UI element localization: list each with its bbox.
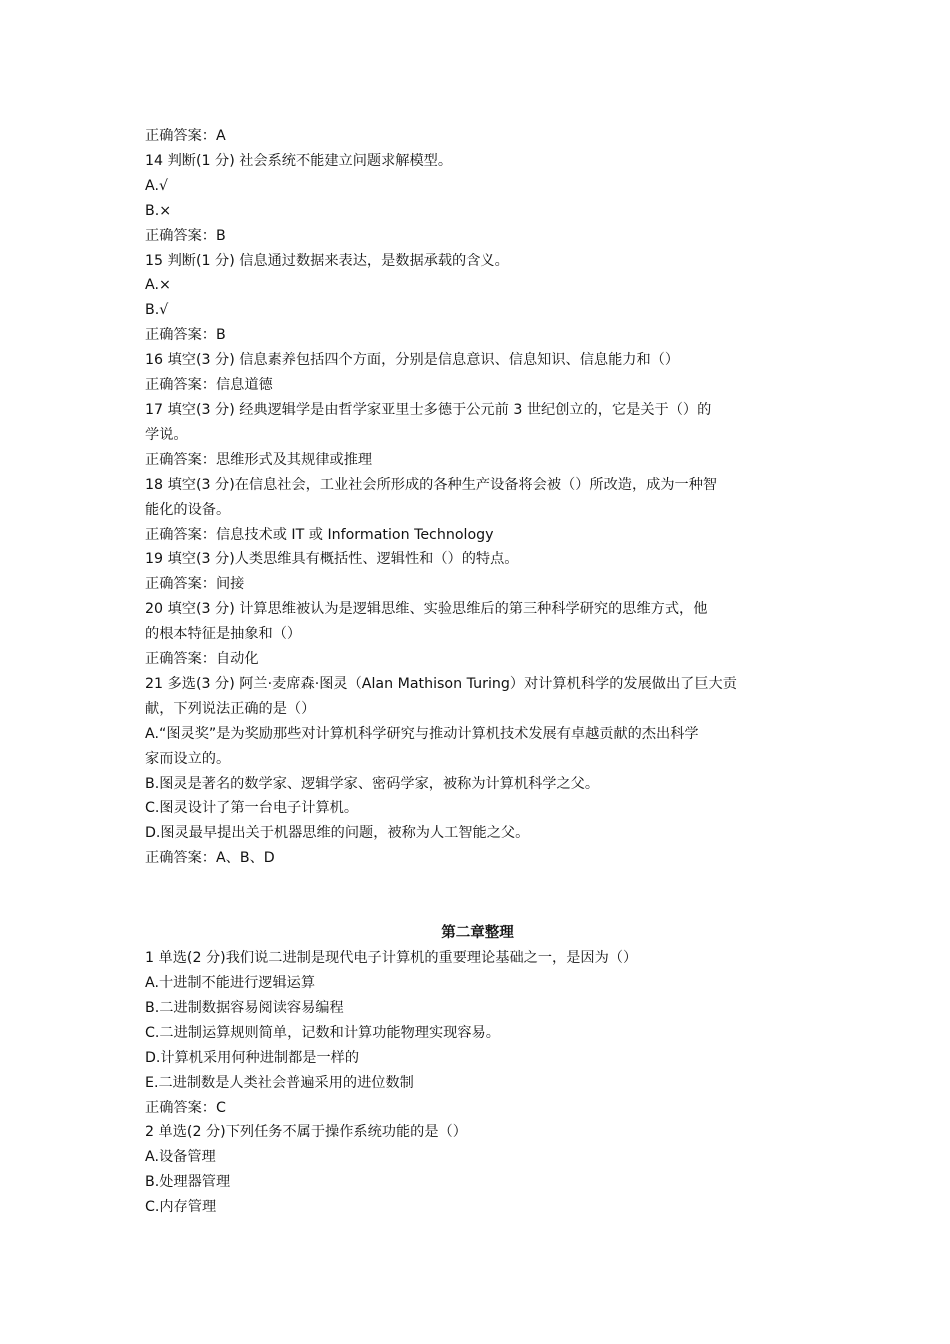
- question-15: 15 判断(1 分) 信息通过数据来表达，是数据承载的含义。: [145, 252, 509, 269]
- option-q21-d: D.图灵最早提出关于机器思维的问题，被称为人工智能之父。: [145, 825, 530, 842]
- option-q14-a: A.√: [145, 177, 169, 194]
- answer-line-q21: 正确答案：A、B、D: [145, 850, 275, 867]
- question-20-line-1: 20 填空(3 分) 计算思维被认为是逻辑思维、实验思维后的第三种科学研究的思维方式，他: [145, 601, 708, 618]
- question-18-line-2: 能化的设备。: [145, 501, 231, 518]
- ch2-option-q1-d: D.计算机采用何种进制都是一样的: [145, 1049, 360, 1066]
- option-q15-b: B.√: [145, 302, 169, 319]
- ch2-option-q2-c: C.内存管理: [145, 1199, 217, 1216]
- option-q14-b: B.×: [145, 202, 172, 219]
- answer-line-q19: 正确答案：间接: [145, 576, 245, 593]
- ch2-option-q1-b: B.二进制数据容易阅读容易编程: [145, 999, 344, 1016]
- ch2-answer-line-q1: 正确答案：C: [145, 1099, 226, 1116]
- document-body: [145, 124, 810, 1220]
- question-17-line-2: 学说。: [145, 426, 188, 443]
- answer-line-q15: 正确答案：B: [145, 327, 226, 344]
- ch2-option-q2-b: B.处理器管理: [145, 1174, 231, 1191]
- question-14: 14 判断(1 分) 社会系统不能建立问题求解模型。: [145, 152, 453, 169]
- answer-line-q18: 正确答案：信息技术或 IT 或 Information Technology: [145, 526, 494, 543]
- section-spacer: [145, 871, 810, 921]
- ch2-question-2: 2 单选(2 分)下列任务不属于操作系统功能的是（）: [145, 1124, 467, 1141]
- ch2-option-q1-c: C.二进制运算规则简单，记数和计算功能物理实现容易。: [145, 1024, 500, 1041]
- question-19: 19 填空(3 分)人类思维具有概括性、逻辑性和（）的特点。: [145, 551, 519, 568]
- ch2-option-q2-a: A.设备管理: [145, 1149, 216, 1166]
- answer-line-q16: 正确答案：信息道德: [145, 377, 273, 394]
- question-16: 16 填空(3 分) 信息素养包括四个方面，分别是信息意识、信息知识、信息能力和（）: [145, 352, 680, 369]
- option-q21-c: C.图灵设计了第一台电子计算机。: [145, 800, 359, 817]
- question-21-line-2: 献，下列说法正确的是（）: [145, 700, 316, 717]
- question-21-line-1: 21 多选(3 分) 阿兰·麦席森·图灵（Alan Mathison Turing）对计算机科学的发展做出了巨大贡: [145, 675, 737, 692]
- option-q21-b: B.图灵是著名的数学家、逻辑学家、密码学家，被称为计算机科学之父。: [145, 775, 600, 792]
- question-17-line-1: 17 填空(3 分) 经典逻辑学是由哲学家亚里士多德于公元前 3 世纪创立的，它是关于（）的: [145, 401, 712, 418]
- option-q15-a: A.×: [145, 277, 171, 294]
- ch2-option-q1-e: E.二进制数是人类社会普遍采用的进位数制: [145, 1074, 414, 1091]
- answer-line-q14: 正确答案：B: [145, 227, 226, 244]
- option-q21-a-line-1: A.“图灵奖”是为奖励那些对计算机科学研究与推动计算机技术发展有卓越贡献的杰出科学: [145, 725, 699, 742]
- option-q21-a-line-2: 家而设立的。: [145, 750, 231, 767]
- ch2-option-q1-a: A.十进制不能进行逻辑运算: [145, 975, 316, 991]
- question-20-line-2: 的根本特征是抽象和（）: [145, 626, 302, 643]
- question-18-line-1: 18 填空(3 分)在信息社会，工业社会所形成的各种生产设备将会被（）所改造，成为一种智: [145, 476, 718, 493]
- ch2-question-1: 1 单选(2 分)我们说二进制是现代电子计算机的重要理论基础之一，是因为（）: [145, 950, 638, 967]
- chapter-2-heading: 第二章整理: [441, 925, 514, 942]
- answer-line-q13: 正确答案：A: [145, 128, 226, 144]
- answer-line-q17: 正确答案：思维形式及其规律或推理: [145, 451, 373, 468]
- answer-line-q20: 正确答案：自动化: [145, 651, 259, 668]
